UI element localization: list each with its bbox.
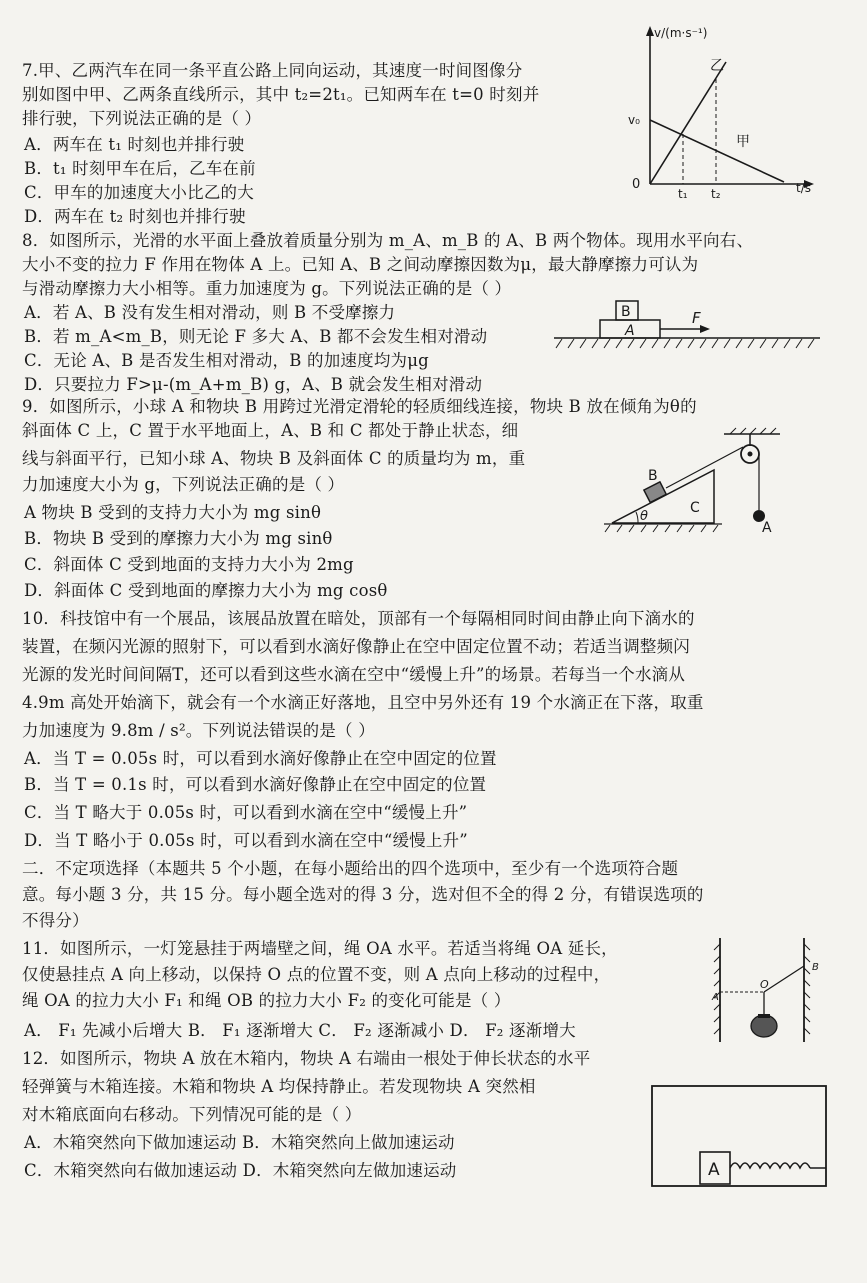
section2-heading: 二．不定项选择（本题共 5 个小题，在每小题给出的四个选项中，至少有一个选项符合题 (22, 859, 679, 878)
q10-stem-line: 装置，在频闪光源的照射下，可以看到水滴好像静止在空中固定位置不动；若适当调整频闪 (22, 637, 690, 656)
q12-options-cd: C．木箱突然向右做加速运动 D．木箱突然向左做加速运动 (24, 1161, 457, 1180)
q8-option-a: A．若 A、B 没有发生相对滑动，则 B 不受摩擦力 (24, 303, 396, 322)
q11-label-o: O (760, 978, 769, 991)
q7-option-c: C．甲车的加速度大小比乙的大 (24, 183, 254, 202)
q12-stem-line: 轻弹簧与木箱连接。木箱和物块 A 均保持静止。若发现物块 A 突然相 (22, 1077, 536, 1096)
q10-option-a: A．当 T = 0.05s 时，可以看到水滴好像静止在空中固定的位置 (24, 749, 497, 768)
q7-v0-label: v₀ (628, 113, 640, 127)
q7-stem-line: 别如图中甲、乙两条直线所示，其中 t₂=2t₁。已知两车在 t=0 时刻并 (22, 85, 540, 104)
q11-lantern-diagram (712, 930, 832, 1050)
q7-vt-graph (618, 22, 833, 207)
q8-stem-line: 与滑动摩擦力大小相等。重力加速度为 g。下列说法正确的是（ ） (22, 279, 512, 298)
q8-block-diagram (552, 296, 822, 356)
q9-option-c: C．斜面体 C 受到地面的支持力大小为 2mg (24, 555, 354, 574)
q9-stem-line: 斜面体 C 上，C 置于水平地面上，A、B 和 C 都处于静止状态，细 (22, 421, 519, 440)
q7-t1-label: t₁ (678, 187, 688, 201)
q9-label-c: C (690, 500, 700, 516)
q12-box-spring-diagram (650, 1084, 830, 1190)
q8-stem-line: 8．如图所示，光滑的水平面上叠放着质量分别为 m_A、m_B 的 A、B 两个物体。现用水平向右、 (22, 231, 754, 250)
q7-stem-line: 7.甲、乙两汽车在同一条平直公路上同向运动，其速度一时间图像分 (22, 61, 523, 80)
q7-option-d: D．两车在 t₂ 时刻也并排行驶 (24, 207, 246, 226)
spring-icon (730, 1163, 810, 1168)
q9-stem-line: 线与斜面平行，已知小球 A、物块 B 及斜面体 C 的质量均为 m，重 (22, 449, 526, 468)
q10-stem-line: 光源的发光时间间隔T，还可以看到这些水滴在空中“缓慢上升”的场景。若每当一个水滴从 (22, 665, 686, 684)
q8-stem-line: 大小不变的拉力 F 作用在物体 A 上。已知 A、B 之间动摩擦因数为μ，最大静摩擦力可认为 (22, 255, 699, 274)
q8-label-f: F (692, 309, 701, 327)
q7-option-a: A．两车在 t₁ 时刻也并排行驶 (24, 135, 245, 154)
q8-option-b: B．若 m_A<m_B，则无论 F 多大 A、B 都不会发生相对滑动 (24, 327, 488, 346)
q11-label-a: A (712, 992, 719, 1003)
q10-stem-line: 10．科技馆中有一个展品，该展品放置在暗处，顶部有一个每隔相同时间由静止向下滴水的 (22, 609, 695, 628)
wooden-box (652, 1086, 826, 1186)
q7-y-axis-label: v/(m·s⁻¹) (654, 26, 708, 40)
q7-x-axis-label: t/s (796, 181, 811, 195)
q9-stem-line: 力加速度大小为 g，下列说法正确的是（ ） (22, 475, 345, 494)
q12-stem-line: 对木箱底面向右移动。下列情况可能的是（ ） (22, 1105, 362, 1124)
section2-heading: 不得分） (22, 911, 89, 930)
q9-stem-line: 9．如图所示，小球 A 和物块 B 用跨过光滑定滑轮的轻质细线连接，物块 B 放在倾角为θ的 (22, 397, 697, 416)
q9-incline-pulley-diagram (604, 428, 814, 538)
q11-stem-line: 绳 OA 的拉力大小 F₁ 和绳 OB 的拉力大小 F₂ 的变化可能是（ ） (22, 991, 511, 1010)
lantern-icon (751, 1015, 777, 1037)
q11-options: A． F₁ 先减小后增大 B． F₁ 逐渐增大 C． F₂ 逐渐减小 D． F₂ 逐渐增大 (24, 1021, 576, 1040)
q12-stem-line: 12．如图所示，物块 A 放在木箱内，物块 A 右端由一根处于伸长状态的水平 (22, 1049, 591, 1068)
section2-heading: 意。每小题 3 分，共 15 分。每小题全选对的得 3 分，选对但不全的得 2 分，有错误选项的 (22, 885, 704, 904)
q9-label-a: A (762, 520, 772, 536)
q7-option-b: B．t₁ 时刻甲车在后，乙车在前 (24, 159, 256, 178)
q7-yi-label: 乙 (710, 58, 724, 74)
q10-stem-line: 4.9m 高处开始滴下，就会有一个水滴正好落地，且空中另外还有 19 个水滴正在下落，取重 (22, 693, 704, 712)
q9-label-theta: θ (640, 509, 648, 524)
q9-option-a: A 物块 B 受到的支持力大小为 mg sinθ (24, 503, 322, 522)
q7-t2-label: t₂ (711, 187, 721, 201)
q10-stem-line: 力加速度为 9.8m / s²。下列说法错误的是（ ） (22, 721, 375, 740)
q11-stem-line: 11．如图所示，一灯笼悬挂于两墙壁之间，绳 OA 水平。若适当将绳 OA 延长， (22, 939, 618, 958)
q9-label-b: B (648, 468, 658, 484)
q7-stem-line: 排行驶，下列说法正确的是（ ） (22, 109, 262, 128)
block-b (644, 482, 666, 503)
q8-label-b: B (621, 304, 631, 320)
force-arrow-icon (700, 325, 710, 333)
q9-option-b: B．物块 B 受到的摩擦力大小为 mg sinθ (24, 529, 333, 548)
q8-option-d: D．只要拉力 F>μ-(m_A+m_B) g，A、B 就会发生相对滑动 (24, 375, 483, 394)
q10-option-c: C．当 T 略大于 0.05s 时，可以看到水滴在空中“缓慢上升” (24, 803, 468, 822)
q11-stem-line: 仅使悬挂点 A 向上移动，以保持 O 点的位置不变，则 A 点向上移动的过程中， (22, 965, 611, 984)
q9-option-d: D．斜面体 C 受到地面的摩擦力大小为 mg cosθ (24, 581, 388, 600)
q10-option-d: D．当 T 略小于 0.05s 时，可以看到水滴在空中“缓慢上升” (24, 831, 468, 850)
q12-label-a: A (708, 1160, 720, 1180)
q7-origin-label: 0 (632, 177, 641, 192)
q12-options-ab: A．木箱突然向下做加速运动 B．木箱突然向上做加速运动 (24, 1133, 455, 1152)
q7-jia-label: 甲 (736, 134, 750, 150)
q8-option-c: C．无论 A、B 是否发生相对滑动，B 的加速度均为μg (24, 351, 429, 370)
q8-label-a: A (625, 323, 635, 339)
q11-label-b: B (812, 962, 819, 973)
q10-option-b: B．当 T = 0.1s 时，可以看到水滴好像静止在空中固定的位置 (24, 775, 487, 794)
